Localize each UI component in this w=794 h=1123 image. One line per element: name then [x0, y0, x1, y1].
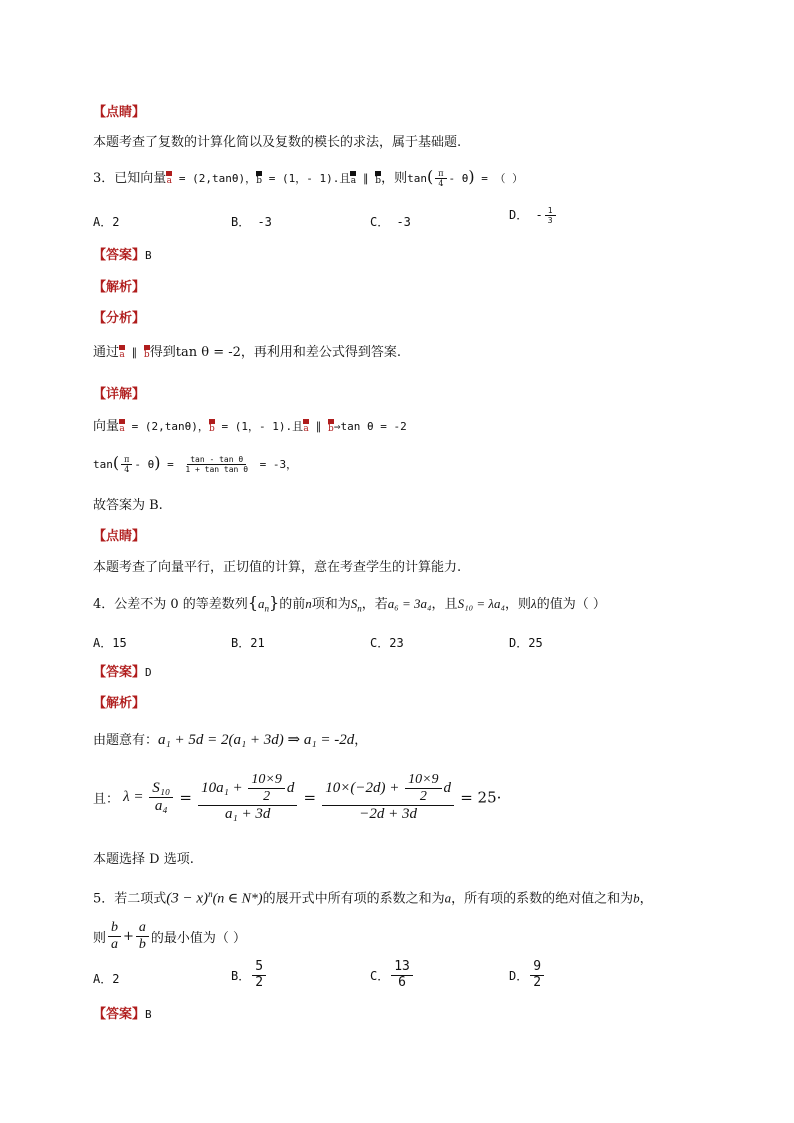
q4-option-a[interactable]: A．15: [93, 636, 127, 650]
q3-conclusion: 故答案为 B.: [93, 498, 163, 513]
q4-option-c[interactable]: C．23: [370, 636, 404, 650]
q5-stem-line2: 则 $\frac{b}{a}$ + $\frac{a}{b}$ 的最小值为（ ）: [93, 920, 247, 953]
dianjing-heading: 【点睛】: [93, 105, 146, 120]
q4-stem: 4．公差不为 0 的等差数列$\{a_n\}$的前n项和为$S_n$，若a₆ = 3a₄，且S₁₀ = λa₄，则λ的值为（ ）: [93, 593, 606, 614]
pi-over-4: $\frac{\pi}{4}$: [435, 169, 446, 188]
vector-a-symbol: a: [350, 171, 356, 186]
q4-solution-line2: 且： λ = $\frac{\text{S₁₀}}{\text{a₄}}$ = 10a₁ + $\frac{10\times 9}{2}$ d a₁ + 3d = 10×(−2d) + $\frac{10\times 9}{2}$ d −2d + 3d = 25·: [93, 772, 502, 823]
q5-option-a[interactable]: A．2: [93, 972, 120, 986]
q3-xiangjie-calc: tan( $\frac{\pi}{4}$ - θ) = $\frac{\text{tan - tan θ}}{\text{1 + tan tan θ}}$ = -3，: [93, 453, 298, 474]
vector-b-symbol: b: [256, 171, 262, 186]
q5-option-d[interactable]: D． $\frac{9}{2}$: [509, 960, 546, 991]
q5-option-c[interactable]: C． $\frac{13}{6}$: [370, 960, 415, 991]
q3-dianjing-text: 本题考查了向量平行，正切值的计算，意在考查学生的计算能力.: [93, 560, 462, 575]
q4-select: 本题选择 D 选项.: [93, 852, 194, 867]
q5-stem-line1: 5．若二项式$(3 - x)^n(n$ ∈ N*)的展开式中所有项的系数之和为a，所有项的系数的绝对值之和为b，: [93, 889, 653, 907]
q4-option-b[interactable]: B．21: [231, 636, 265, 650]
s10-over-a4: $\frac{\text{S₁₀}}{\text{a₄}}$: [149, 780, 173, 816]
q3-option-a[interactable]: A．2: [93, 215, 120, 229]
q3-option-c[interactable]: C． -3: [370, 215, 411, 229]
fraction-step1: 10a₁ + $\frac{10\times 9}{2}$ d a₁ + 3d: [198, 772, 297, 823]
vector-a-symbol: a: [166, 171, 172, 186]
q3-xiangjie-line1: 向量 a = (2,tanθ)， b = (1，- 1).且 a ∥ b ⇒tan θ = -2: [93, 419, 407, 434]
tan-difference-fraction: $\frac{\text{tan - tan θ}}{\text{1 + tan tan θ}}$: [185, 454, 249, 474]
q3-option-d[interactable]: D． - $\frac{1}{3}$: [509, 206, 558, 225]
q3-xiangjie-heading: 【详解】: [93, 387, 146, 402]
q3-jiexi-heading: 【解析】: [93, 280, 146, 295]
q4-option-d[interactable]: D．25: [509, 636, 543, 650]
q3-answer: 【答案】B: [93, 248, 152, 263]
q3-fenxi-heading: 【分析】: [93, 311, 146, 326]
q4-solution-line1: 由题意有：a₁ + 5d = 2(a₁ + 3d) ⇒ a₁ = -2d，: [93, 732, 368, 748]
q4-jiexi-heading: 【解析】: [93, 696, 146, 711]
q5-option-b[interactable]: B． $\frac{5}{2}$: [231, 960, 268, 991]
q3-stem: 3．已知向量 a = (2,tanθ)， b = (1，- 1).且 a ∥ b ，则tan( $\frac{\pi}{4}$ - θ) = （ ）: [93, 167, 524, 188]
q4-answer: 【答案】D: [93, 665, 152, 680]
vector-b-symbol: b: [375, 171, 381, 186]
q3-fenxi-text: 通过 a ∥ b 得到tan θ = -2，再利用和差公式得到答案.: [93, 345, 402, 360]
dianjing-text: 本题考查了复数的计算化简以及复数的模长的求法，属于基础题.: [93, 135, 462, 150]
q3-dianjing-heading: 【点睛】: [93, 529, 146, 544]
q3-option-b[interactable]: B． -3: [231, 215, 272, 229]
q5-answer: 【答案】B: [93, 1007, 152, 1022]
fraction-step2: 10×(−2d) + $\frac{10\times 9}{2}$ d −2d + 3d: [322, 772, 454, 823]
